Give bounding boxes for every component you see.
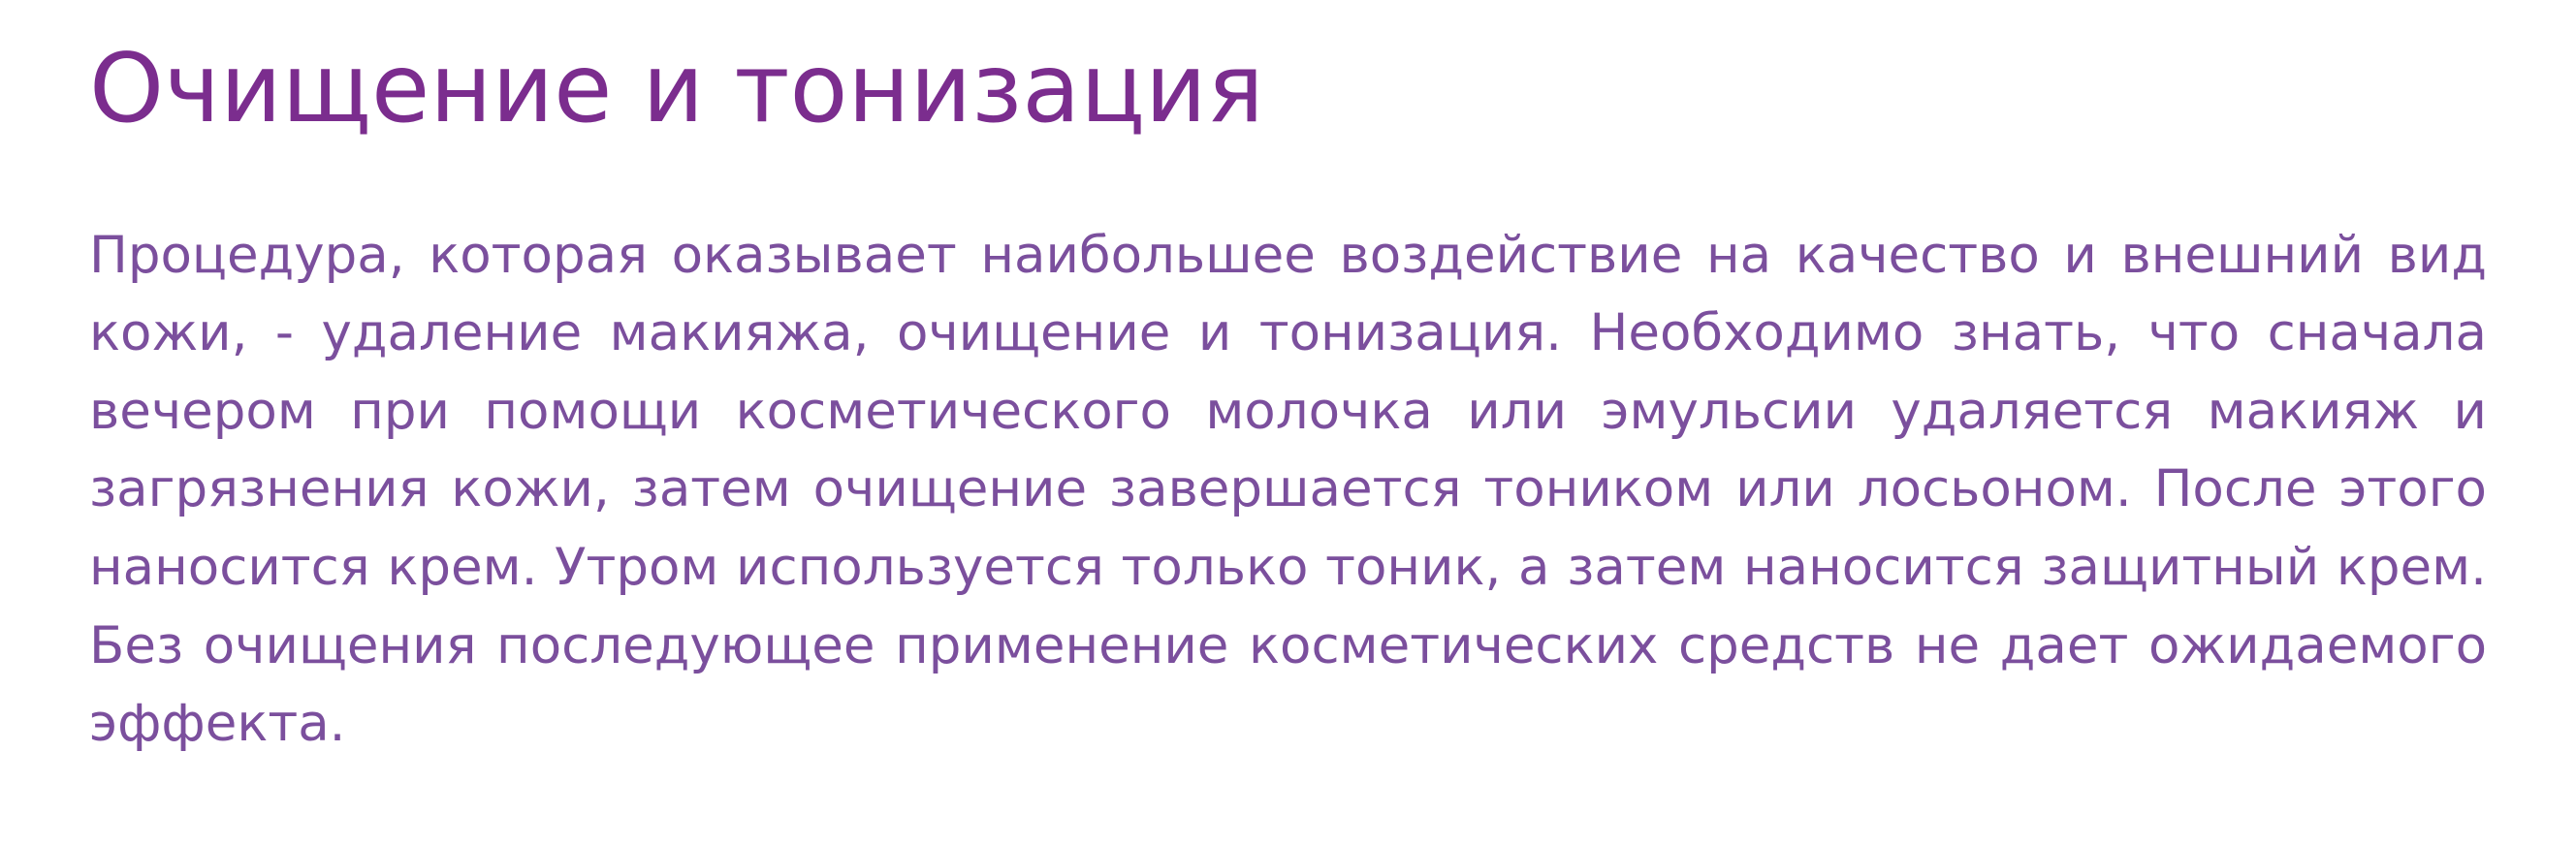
body-paragraph: Процедура, которая оказывает наибольшее воздействие на качество и внешний вид кожи, - удаление макияжа, очищение и тонизация. Необходимо знать, что сначала вечером при помощи косметического молочка или эмульсии удаляется макияж и загрязнения кожи, затем очищение завершается тоником или лосьоном. После этого наносится крем. Утром используется только тоник, а затем наносится защитный крем. Без очищения последующее применение косметических средств не дает ожидаемого эффекта. bbox=[89, 225, 2487, 754]
title-body-spacer bbox=[87, 141, 2489, 217]
page-title: Очищение и тонизация bbox=[89, 34, 1264, 144]
